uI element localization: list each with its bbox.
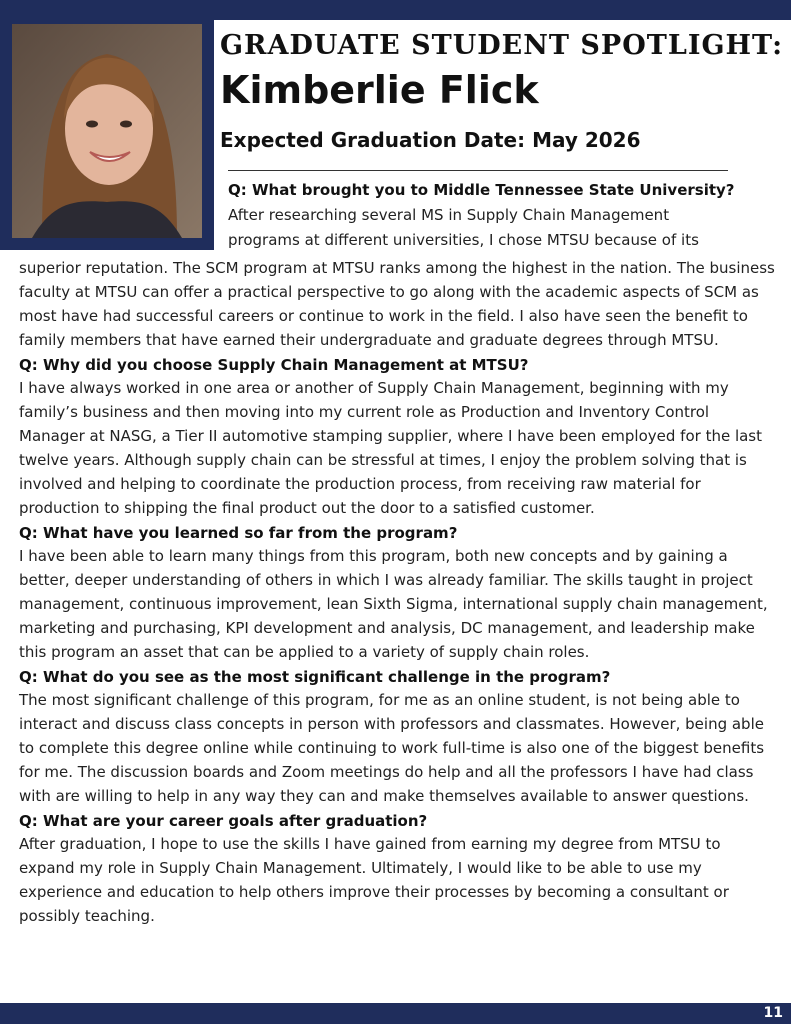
answer-text: I have always worked in one area or another of Supply Chain Management, beginning with my family’s business and then moving into my current role as Production and Inventory Control Manager at NASG, a Tier II automotive stamping supplier, where I have been employed for the last twelve years. Although supply chain can be stressful at times, I enjoy the problem solving that is involved and helping to coordinate the production process, from receiving raw material for production to shipping the final product out the door to a satisfied customer.: [19, 379, 763, 517]
question-heading: Q: What are your career goals after graduation?: [19, 812, 428, 830]
answer-text: I have been able to learn many things from this program, both new concepts and by gaining a better, deeper understanding of others in which I was already familiar. The skills taught in project management, continuous improvement, lean Sixth Sigma, international supply chain management, marketing and purchasing, KPI development and analysis, DC management, and leadership make this program an asset that can be applied to a variety of supply chain roles.: [19, 547, 768, 661]
spotlight-heading: GRADUATE STUDENT SPOTLIGHT:: [220, 30, 784, 61]
answer-line: programs at different universities, I chose MTSU because of its: [228, 231, 699, 249]
qa-body: [19, 256, 775, 928]
answer-line: After researching several MS in Supply Chain Management: [228, 206, 670, 224]
answer-text: The most significant challenge of this program, for me as an online student, is not being able to interact and discuss class concepts in person with professors and classmates. However, being able to complete this degree online while continuing to work full-time is also one of the biggest benefits for me. The discussion boards and Zoom meetings do help and all the professors I have had class with are willing to help in any way they can and make themselves available to answer questions.: [19, 691, 765, 805]
question-heading: Q: Why did you choose Supply Chain Management at MTSU?: [19, 356, 529, 374]
question-heading: Q: What do you see as the most significant challenge in the program?: [19, 668, 611, 686]
question-heading: Q: What brought you to Middle Tennessee State University?: [228, 181, 735, 199]
question-heading: Q: What have you learned so far from the program?: [19, 524, 458, 542]
graduation-date: Expected Graduation Date: May 2026: [220, 128, 641, 152]
page-number: 11: [763, 1005, 783, 1021]
top-banner-bar: [0, 0, 791, 20]
divider-line: [228, 170, 728, 171]
portrait-frame: [0, 18, 214, 250]
answer-text: superior reputation. The SCM program at MTSU ranks among the highest in the nation. The business faculty at MTSU can offer a practical perspective to go along with the academic aspects of SCM as most have had successful careers or continue to work in the field. I also have seen the benefit to family members that have earned their undergraduate and graduate degrees through MTSU.: [19, 259, 775, 349]
footer-bar: [0, 1003, 791, 1024]
portrait-illustration: [12, 24, 202, 238]
student-name: Kimberlie Flick: [220, 68, 539, 112]
answer-text: After graduation, I hope to use the skills I have gained from earning my degree from MTSU to expand my role in Supply Chain Management. Ultimately, I would like to be able to use my experience and education to help others improve their processes by becoming a consultant or possibly teaching.: [19, 835, 729, 925]
portrait-photo: [12, 24, 202, 238]
